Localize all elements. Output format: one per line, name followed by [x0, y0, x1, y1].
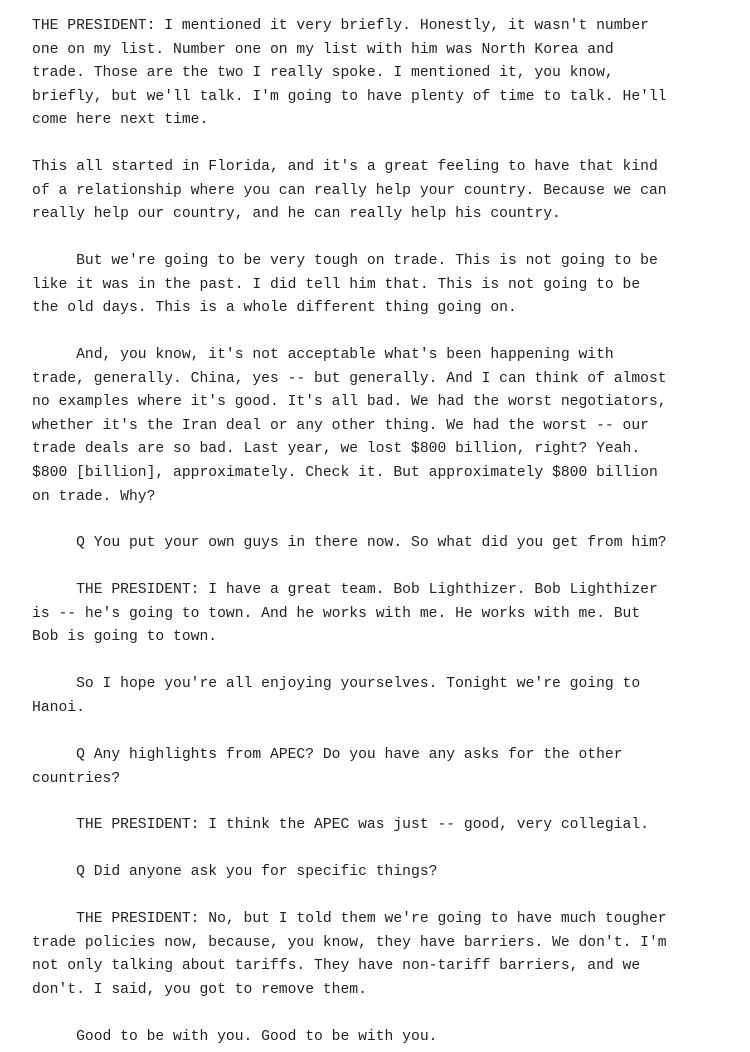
paragraph-question-own-guys: Q You put your own guys in there now. So what did you get from him? [32, 535, 667, 551]
paragraph-hanoi: So I hope you're all enjoying yourselves. Tonight we're going to Hanoi. [32, 676, 641, 716]
paragraph-question-specific: Q Did anyone ask you for specific things? [32, 864, 438, 880]
paragraph-question-apec: Q Any highlights from APEC? Do you have any asks for the other countries? [32, 747, 623, 787]
paragraph-florida: This all started in Florida, and it's a great feeling to have that kind of a relationship where you can really help your country. Because we can really help our country, and he can really help his country. [32, 159, 667, 223]
paragraph-good-to-be-with-you: Good to be with you. Good to be with you. [32, 1029, 438, 1045]
paragraph-president-briefly: THE PRESIDENT: I mentioned it very briefly. Honestly, it wasn't number one on my list. Number one on my list with him was North Korea and trade. Those are the two I really spoke. I mentioned it, you know, briefly, but we'll talk. I'm going to have plenty of time to talk. He'll come here next time. [32, 18, 667, 129]
paragraph-tough-on-trade: But we're going to be very tough on trade. This is not going to be like it was in the past. I did tell him that. This is not going to be the old days. This is a whole different thing going on. [32, 253, 658, 317]
paragraph-apec-collegial: THE PRESIDENT: I think the APEC was just -- good, very collegial. [32, 817, 649, 833]
paragraph-not-acceptable: And, you know, it's not acceptable what's been happening with trade, generally. China, yes -- but generally. And I can think of almost no examples where it's good. It's all bad. We had the worst negotiators, whether it's the Iran deal or any other thing. We had the worst -- our trade deals are so bad. Last year, we lost $800 billion, right? Yeah. $800 [billion], approximately. Check it. But approximately $800 billion on trade. Why? [32, 347, 667, 505]
paragraph-great-team: THE PRESIDENT: I have a great team. Bob Lighthizer. Bob Lighthizer is -- he's going to town. And he works with me. He works with me. But Bob is going to town. [32, 582, 658, 646]
paragraph-tougher-trade: THE PRESIDENT: No, but I told them we're going to have much tougher trade policies now, because, you know, they have barriers. We don't. I'm not only talking about tariffs. They have non-tariff barriers, and we don't. I said, you got to remove them. [32, 911, 667, 998]
